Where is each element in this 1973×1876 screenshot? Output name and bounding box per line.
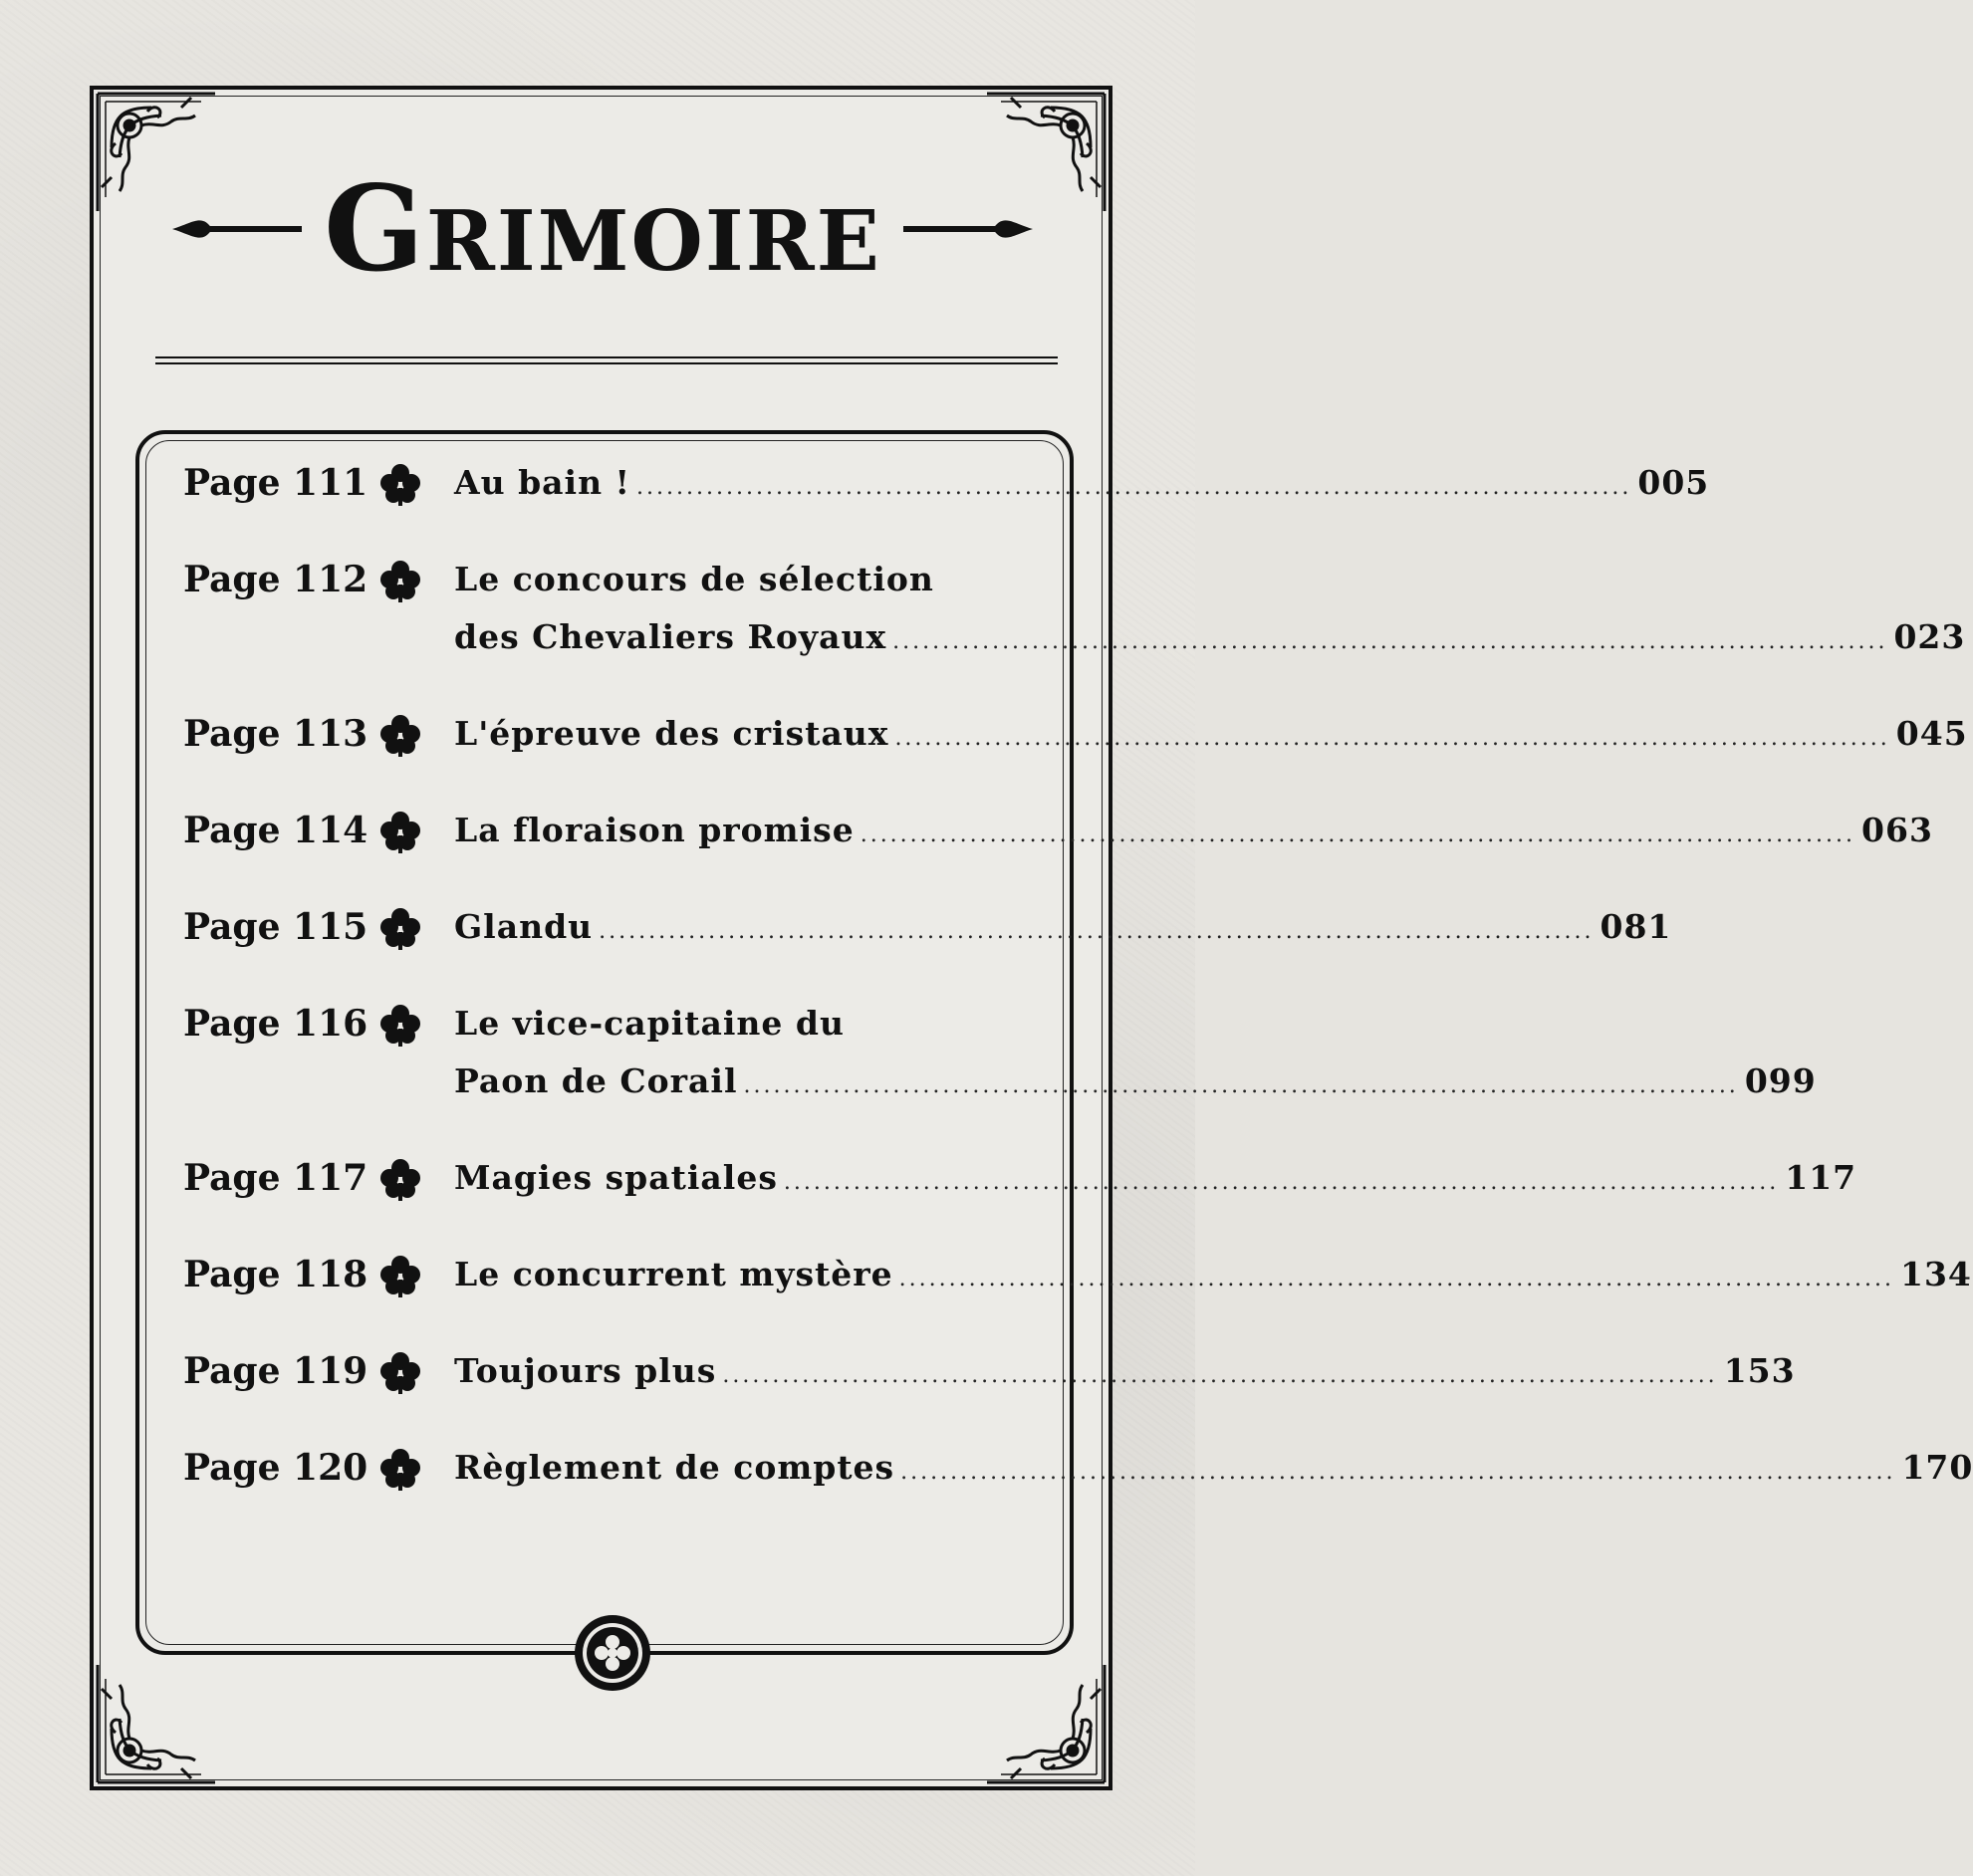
page-number: 170 <box>1901 1448 1973 1487</box>
chapter-title-line <box>454 454 1709 517</box>
chapter-title-text: La floraison promise <box>454 811 855 849</box>
chapter-page-label: Page 119 <box>183 1350 369 1392</box>
page-number: 063 <box>1861 811 1933 849</box>
chapter-page-label: Page 117 <box>183 1157 369 1199</box>
page-number: 005 <box>1637 463 1710 502</box>
chapter-title-text: Paon de Corail <box>454 1061 738 1100</box>
toc-entry <box>183 705 1968 768</box>
toc-entry <box>183 1246 1972 1308</box>
chapter-title <box>454 1439 1973 1502</box>
chapter-title-text: Toujours plus <box>454 1351 717 1390</box>
chapter-page-label: Page 113 <box>183 713 369 755</box>
chapter-page-label: Page 118 <box>183 1254 369 1295</box>
clover-icon <box>376 711 424 759</box>
chapter-title-line <box>454 551 1965 608</box>
clover-icon <box>376 460 424 508</box>
chapter-title-line <box>454 1053 1817 1115</box>
clover-icon <box>376 1001 424 1049</box>
page-title: Grimoire <box>324 159 881 298</box>
clover-icon <box>376 557 424 604</box>
toc-entry <box>183 551 1966 671</box>
page-number: 153 <box>1723 1351 1796 1390</box>
toc-entry <box>183 1342 1796 1405</box>
chapter-title-text: Le concours de sélection <box>454 560 934 598</box>
chapter-title <box>454 1149 1856 1212</box>
page-number: 045 <box>1895 714 1968 753</box>
chapter-title-text: des Chevaliers Royaux <box>454 617 887 656</box>
clover-icon <box>376 904 424 952</box>
chapter-title-text: Le concurrent mystère <box>454 1255 893 1293</box>
chapter-title-line <box>454 1149 1856 1212</box>
clover-icon <box>376 1252 424 1299</box>
clover-medallion-icon <box>573 1613 652 1693</box>
chapter-title-text: Glandu <box>454 907 594 946</box>
chapter-page-label: Page 116 <box>183 1003 369 1045</box>
chapter-page-label: Page 120 <box>183 1447 369 1489</box>
chapter-title-text: Le vice-capitaine du <box>454 1004 845 1043</box>
right-ornament-icon <box>903 209 1033 249</box>
dot-leader <box>900 1444 1895 1502</box>
page-number: 081 <box>1600 907 1672 946</box>
page-number: 117 <box>1785 1158 1857 1197</box>
page-number: 134 <box>1899 1255 1972 1293</box>
page-number: 023 <box>1893 617 1966 656</box>
dot-leader <box>892 613 1887 671</box>
title-row <box>139 149 1066 309</box>
dot-leader <box>894 710 1889 768</box>
chapter-title-line <box>454 608 1965 671</box>
toc-entry <box>183 995 1817 1115</box>
chapter-title-text: Au bain ! <box>454 463 631 502</box>
chapter-title <box>454 898 1671 961</box>
toc-entry <box>183 1149 1857 1212</box>
clover-icon <box>376 808 424 855</box>
chapter-title-text: Règlement de comptes <box>454 1448 895 1487</box>
chapter-title <box>454 802 1933 864</box>
title-divider <box>155 356 1058 364</box>
dot-leader <box>899 1251 1894 1308</box>
table-of-contents <box>183 454 1973 1502</box>
dot-leader <box>599 903 1594 961</box>
chapter-title-line <box>454 898 1671 961</box>
chapter-title <box>454 1342 1796 1405</box>
toc-entry <box>183 1439 1973 1502</box>
toc-entry <box>183 454 1710 517</box>
clover-icon <box>376 1155 424 1203</box>
chapter-title-line <box>454 1342 1796 1405</box>
clover-icon <box>376 1445 424 1493</box>
chapter-title-line <box>454 995 1817 1053</box>
chapter-title <box>454 1246 1972 1308</box>
chapter-page-label: Page 115 <box>183 906 369 948</box>
dot-leader <box>636 459 1631 517</box>
chapter-title <box>454 551 1965 671</box>
chapter-title <box>454 995 1817 1115</box>
toc-entry <box>183 898 1672 961</box>
page-number: 099 <box>1744 1061 1817 1100</box>
dot-leader <box>722 1347 1717 1405</box>
chapter-title-line <box>454 802 1933 864</box>
chapter-page-label: Page 111 <box>183 462 369 504</box>
dot-leader <box>784 1154 1779 1212</box>
chapter-title-text: L'épreuve des cristaux <box>454 714 889 753</box>
filigree-corner-icon <box>92 1659 221 1788</box>
dot-leader <box>861 807 1855 864</box>
chapter-title-line <box>454 705 1968 768</box>
chapter-page-label: Page 112 <box>183 559 369 600</box>
toc-entry <box>183 802 1933 864</box>
chapter-page-label: Page 114 <box>183 810 369 851</box>
chapter-title-line <box>454 1439 1973 1502</box>
chapter-title <box>454 705 1968 768</box>
left-ornament-icon <box>172 209 302 249</box>
dot-leader <box>743 1057 1738 1115</box>
chapter-title <box>454 454 1709 517</box>
chapter-title-line <box>454 1246 1972 1308</box>
filigree-corner-icon <box>981 1659 1110 1788</box>
clover-icon <box>376 1348 424 1396</box>
chapter-title-text: Magies spatiales <box>454 1158 778 1197</box>
